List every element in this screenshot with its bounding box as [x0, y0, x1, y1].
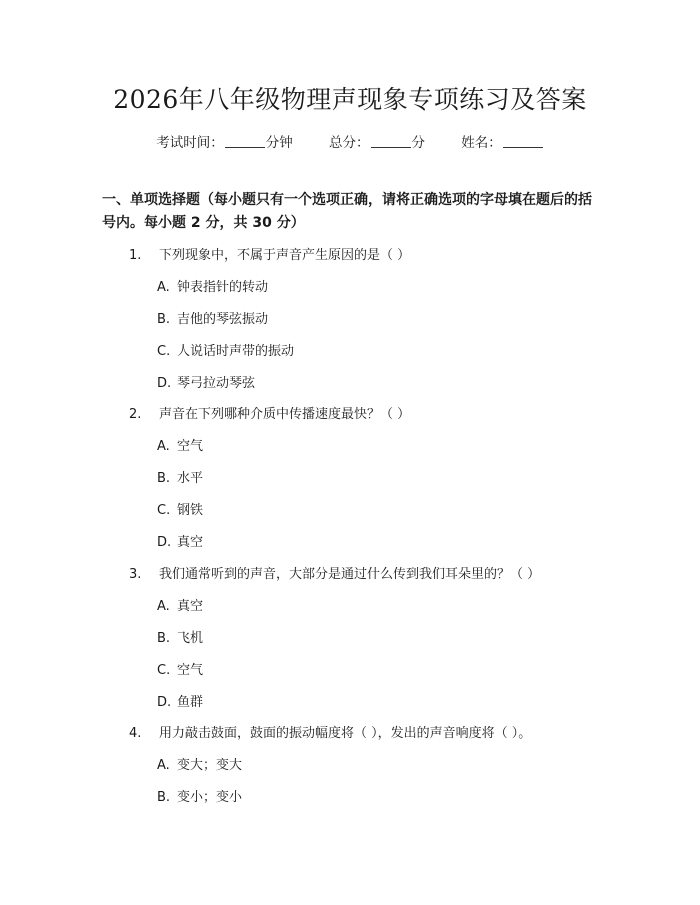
option-letter: D. [157, 535, 172, 550]
question-3-option-a [157, 595, 203, 614]
option-text: 鱼群 [177, 695, 204, 710]
option-letter: A. [157, 439, 170, 454]
question-2-option-b [157, 467, 203, 486]
question-2 [129, 403, 410, 422]
option-text: 人说话时声带的振动 [177, 344, 295, 359]
document-title: 2026年八年级物理声现象专项练习及答案 [113, 85, 587, 114]
option-letter: C. [157, 663, 171, 678]
question-1-option-a [157, 276, 268, 295]
question-1-option-d [157, 372, 255, 391]
option-letter: B. [157, 471, 171, 486]
question-number: 1. [129, 248, 142, 263]
question-1-option-b [157, 308, 268, 327]
option-letter: D. [157, 695, 172, 710]
question-number: 2. [129, 407, 142, 422]
section-heading: 一、单项选择题（每小题只有一个选项正确，请将正确选项的字母填在题后的括号内。每小题 2 分，共 30 分） [102, 192, 592, 231]
question-text: 用力敲击鼓面，鼓面的振动幅度将（ ），发出的声音响度将（ ）。 [159, 726, 532, 741]
student-name-blank[interactable] [503, 135, 543, 148]
total-score-unit: 分 [411, 135, 425, 151]
question-text: 下列现象中，不属于声音产生原因的是（ ） [159, 248, 411, 263]
total-score-label: 总分： [329, 135, 370, 151]
exam-time [156, 135, 297, 151]
question-4 [129, 722, 531, 741]
option-letter: B. [157, 312, 171, 327]
question-2-option-d [157, 531, 203, 550]
option-text: 钟表指针的转动 [177, 280, 269, 295]
option-text: 变小；变小 [177, 790, 243, 805]
option-text: 空气 [177, 439, 204, 454]
option-letter: C. [157, 503, 171, 518]
question-3-option-b [157, 627, 203, 646]
question-4-option-a [157, 754, 242, 773]
option-letter: C. [157, 344, 171, 359]
question-4-option-b [157, 786, 242, 805]
exam-info-line [0, 131, 700, 151]
total-score [329, 135, 429, 151]
option-text: 空气 [177, 663, 204, 678]
question-3-option-d [157, 691, 203, 710]
question-text: 声音在下列哪种介质中传播速度最快？（ ） [159, 407, 411, 422]
option-text: 变大；变大 [177, 758, 243, 773]
total-score-blank[interactable] [371, 135, 411, 148]
option-text: 钢铁 [177, 503, 204, 518]
question-2-option-a [157, 435, 203, 454]
option-text: 琴弓拉动琴弦 [177, 376, 256, 391]
option-text: 吉他的琴弦振动 [177, 312, 269, 327]
question-3-option-c [157, 659, 203, 678]
option-text: 真空 [177, 535, 204, 550]
question-1 [129, 244, 410, 263]
question-3 [129, 563, 540, 582]
option-letter: A. [157, 280, 170, 295]
option-text: 真空 [177, 599, 204, 614]
option-letter: A. [157, 758, 170, 773]
option-letter: D. [157, 376, 172, 391]
question-text: 我们通常听到的声音，大部分是通过什么传到我们耳朵里的？（ ） [159, 567, 541, 582]
option-letter: A. [157, 599, 170, 614]
student-name-label: 姓名： [461, 135, 502, 151]
option-text: 水平 [177, 471, 204, 486]
question-number: 4. [129, 726, 142, 741]
exam-time-blank[interactable] [225, 135, 265, 148]
option-letter: B. [157, 631, 171, 646]
question-number: 3. [129, 567, 142, 582]
exam-time-label: 考试时间： [156, 135, 224, 151]
option-text: 飞机 [177, 631, 204, 646]
exam-time-unit: 分钟 [265, 135, 293, 151]
question-1-option-c [157, 340, 294, 359]
question-2-option-c [157, 499, 203, 518]
option-letter: B. [157, 790, 171, 805]
student-name [461, 135, 544, 151]
